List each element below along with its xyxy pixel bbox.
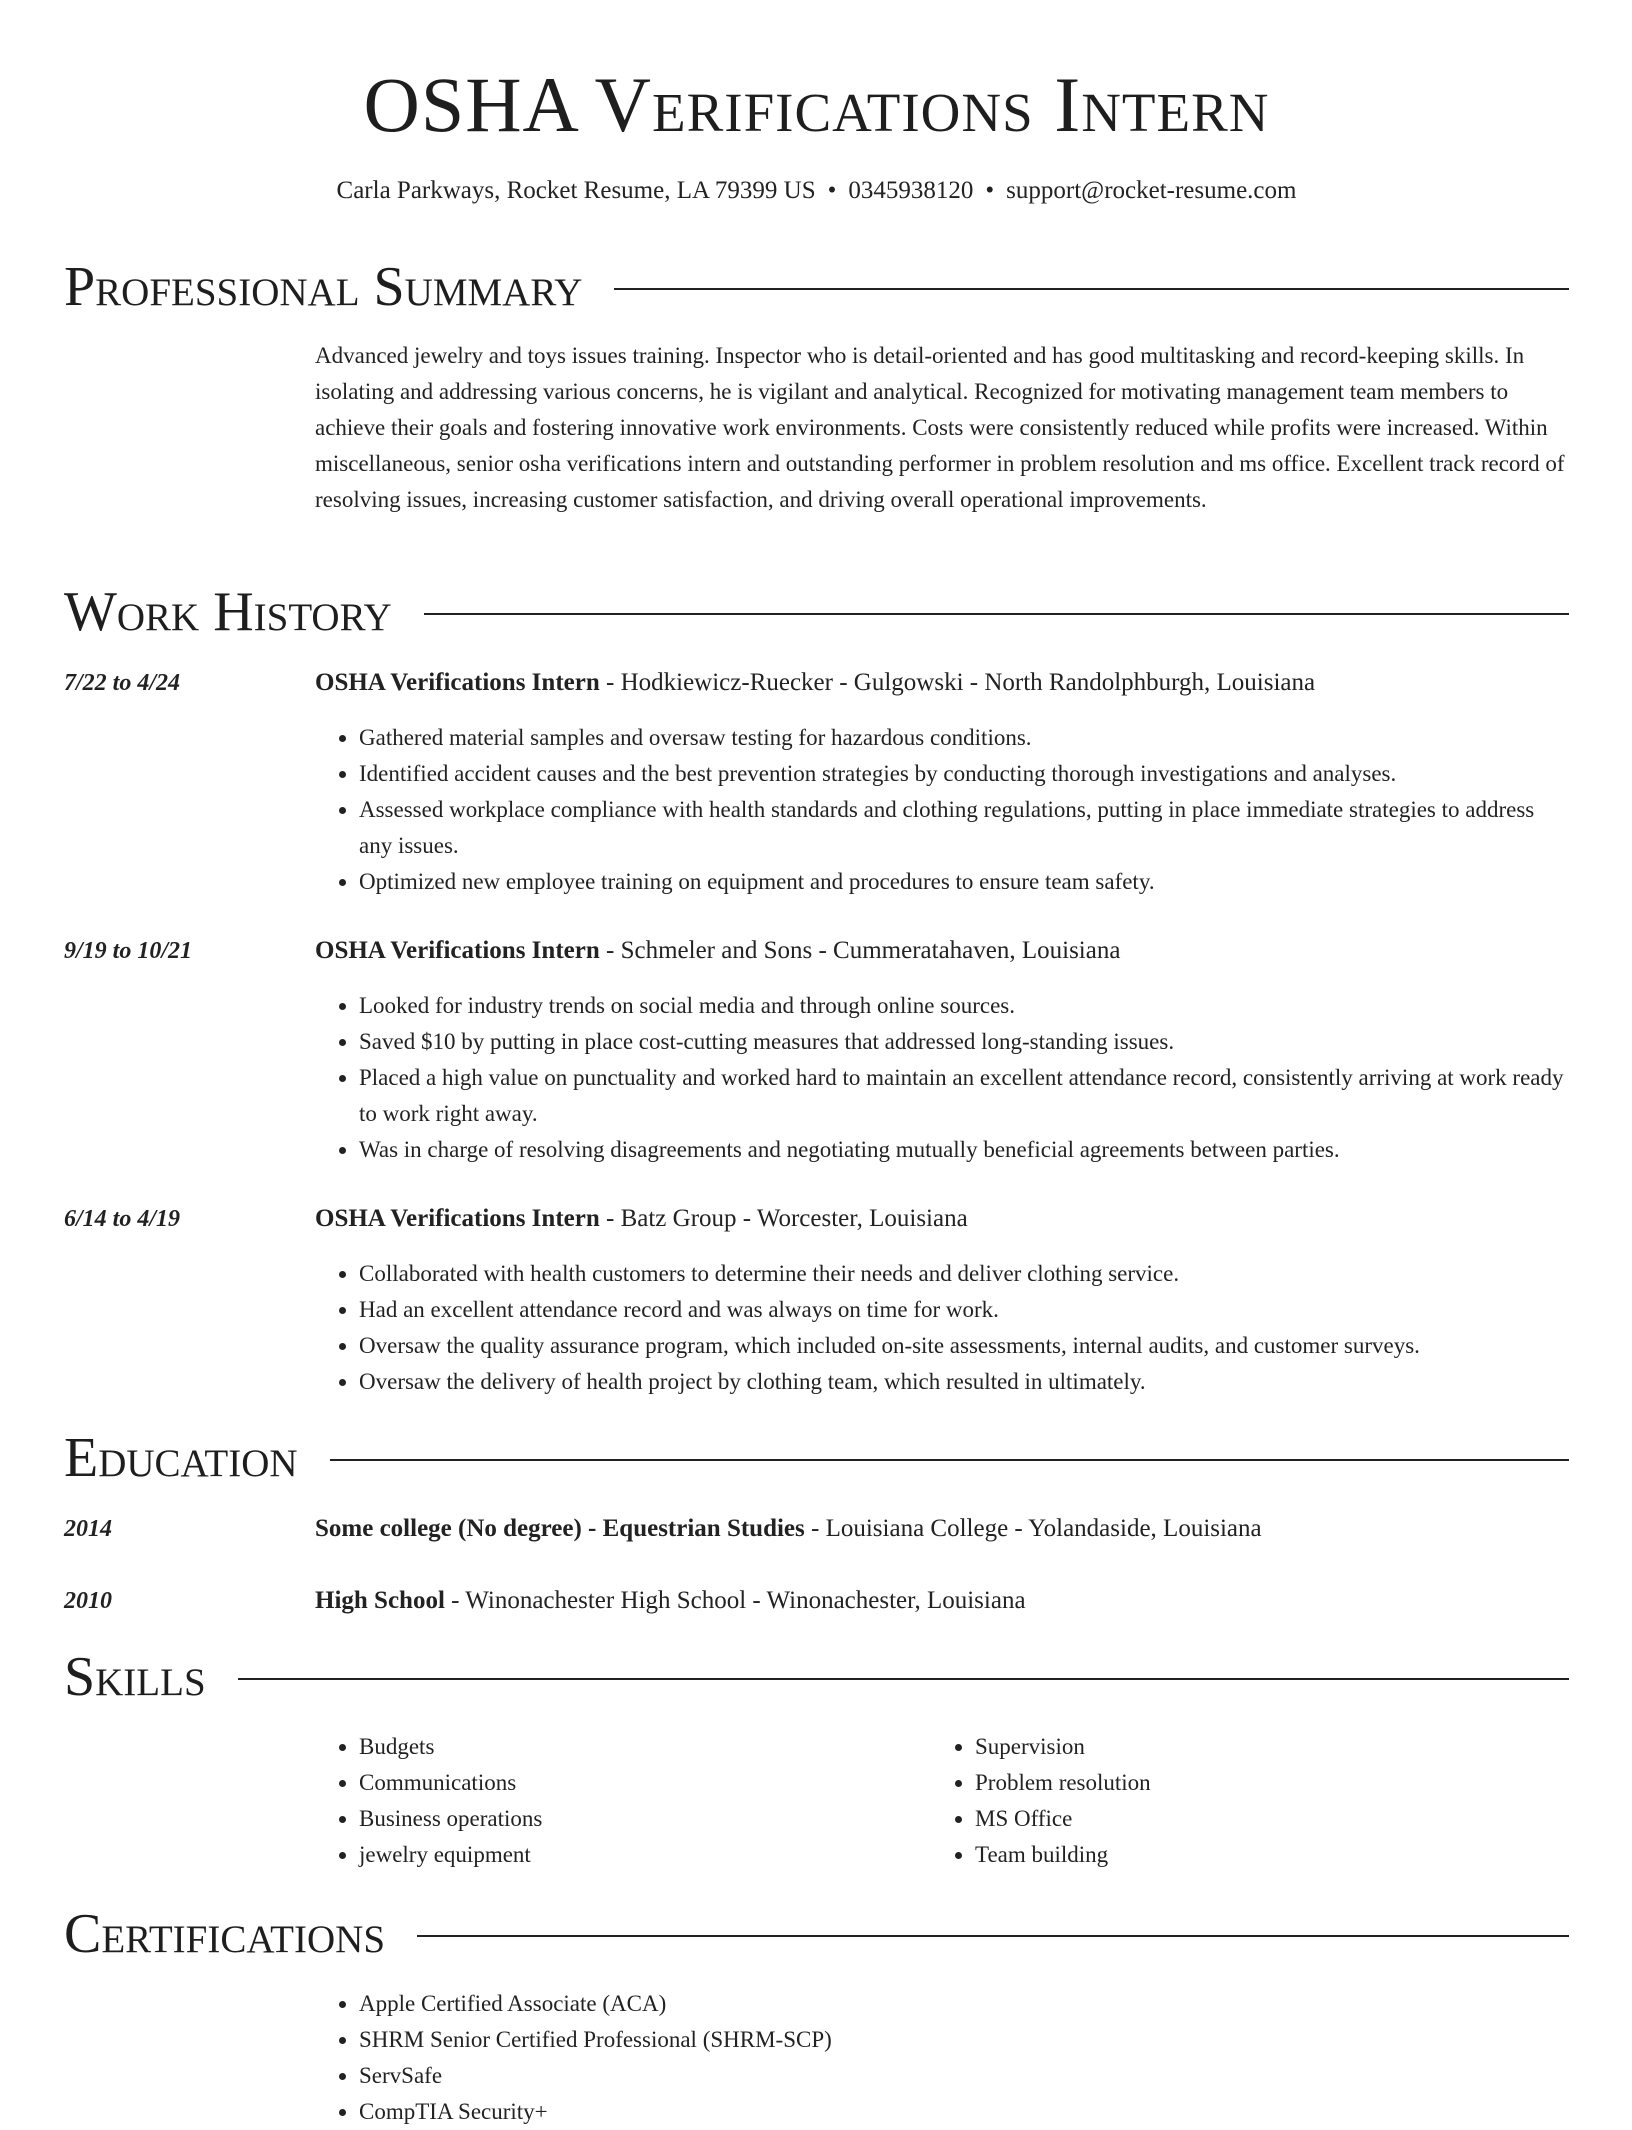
job-heading	[315, 1202, 1569, 1236]
section-header-work	[64, 580, 1569, 644]
education-heading	[315, 1584, 1569, 1618]
job-bullet: • Was in charge of resolving disagreements and negotiating mutually beneficial agreements between parties.	[359, 1132, 1569, 1168]
section-header-education	[64, 1426, 1569, 1490]
certification-list	[315, 1986, 1569, 2130]
skill-item: • Business operations	[359, 1801, 875, 1837]
job-bullet: • Collaborated with health customers to determine their needs and deliver clothing service.	[359, 1256, 1569, 1292]
contact-separator: •	[827, 177, 837, 204]
section-divider	[417, 1935, 1569, 1937]
job-heading	[315, 934, 1569, 968]
skill-item: • Communications	[359, 1765, 875, 1801]
skill-item: • Team building	[975, 1837, 1491, 1873]
job-details: - Hodkiewicz-Ruecker - Gulgowski - North Randolphburgh, Louisiana	[599, 669, 1316, 696]
job-role: OSHA Verifications Intern	[315, 1205, 600, 1232]
education-year: 2010	[64, 1588, 112, 1614]
section-title-certifications: Certifications	[64, 1903, 386, 1965]
job-bullet: • Placed a high value on punctuality and worked hard to maintain an excellent attendance record, consistently arriving at work ready to work right away.	[359, 1060, 1569, 1132]
summary-text: Advanced jewelry and toys issues training. Inspector who is detail-oriented and has good multitasking and record-keeping skills. In isolating and addressing various concerns, he is vigilant and analytical. Recognized for motivating management team members to achieve their goals and fostering innovative work environments. Costs were consistently reduced while profits were increased. Within miscellaneous, senior osha verifications intern and outstanding performer in problem resolution and ms office. Excellent track record of resolving issues, increasing customer satisfaction, and driving overall operational improvements.	[315, 343, 1565, 512]
skill-item: • Problem resolution	[975, 1765, 1491, 1801]
job-bullet: • Oversaw the delivery of health project by clothing team, which resulted in ultimately.	[359, 1364, 1569, 1400]
section-divider	[424, 613, 1569, 615]
section-header-summary	[64, 255, 1569, 319]
skill-item: • Budgets	[359, 1729, 875, 1765]
job-dates: 7/22 to 4/24	[64, 670, 181, 696]
job-details: - Schmeler and Sons - Cummeratahaven, Louisiana	[599, 937, 1121, 964]
job-bullets	[315, 720, 1569, 900]
job-bullet: • Optimized new employee training on equipment and procedures to ensure team safety.	[359, 864, 1569, 900]
job-bullet: • Oversaw the quality assurance program, which included on-site assessments, internal audits, and customer surveys.	[359, 1328, 1569, 1364]
job-bullet: • Looked for industry trends on social media and through online sources.	[359, 988, 1569, 1024]
job-dates: 9/19 to 10/21	[64, 938, 193, 964]
education-heading	[315, 1512, 1569, 1546]
job-role: OSHA Verifications Intern	[315, 669, 600, 696]
section-title-summary: Professional Summary	[64, 256, 583, 318]
job-role: OSHA Verifications Intern	[315, 937, 600, 964]
job-bullet: • Identified accident causes and the best prevention strategies by conducting thorough investigations and analyses.	[359, 756, 1569, 792]
certification-item: • SHRM Senior Certified Professional (SHRM-SCP)	[359, 2022, 1569, 2058]
education-year: 2014	[64, 1516, 112, 1542]
section-header-certifications	[64, 1902, 1569, 1966]
certification-item: • ServSafe	[359, 2058, 1569, 2094]
section-divider	[330, 1459, 1569, 1461]
contact-address: Carla Parkways, Rocket Resume, LA 79399 US	[336, 177, 816, 204]
job-dates: 6/14 to 4/19	[64, 1206, 181, 1232]
job-bullets	[315, 1256, 1569, 1400]
education-details: - Louisiana College - Yolandaside, Louisiana	[804, 1515, 1262, 1542]
education-degree: Some college (No degree) - Equestrian Studies	[315, 1515, 805, 1542]
section-title-skills: Skills	[64, 1646, 206, 1708]
skill-item: • MS Office	[975, 1801, 1491, 1837]
job-heading	[315, 666, 1569, 700]
section-title-education: Education	[64, 1427, 298, 1489]
skill-item: • jewelry equipment	[359, 1837, 875, 1873]
job-bullet: • Assessed workplace compliance with health standards and clothing regulations, putting in place immediate strategies to address any issues.	[359, 792, 1569, 864]
skill-item: • Supervision	[975, 1729, 1491, 1765]
education-details: - Winonachester High School - Winonachester, Louisiana	[444, 1587, 1026, 1614]
job-bullet: • Gathered material samples and oversaw testing for hazardous conditions.	[359, 720, 1569, 756]
contact-email: support@rocket-resume.com	[1006, 177, 1297, 204]
job-bullet: • Saved $10 by putting in place cost-cutting measures that addressed long-standing issues.	[359, 1024, 1569, 1060]
section-title-work: Work History	[64, 581, 392, 643]
certification-item: • CompTIA Security+	[359, 2094, 1569, 2130]
contact-line	[64, 174, 1569, 208]
skills-list-right	[931, 1729, 1491, 1873]
job-details: - Batz Group - Worcester, Louisiana	[599, 1205, 968, 1232]
skills-list-left	[315, 1729, 875, 1873]
contact-separator: •	[985, 177, 995, 204]
section-divider	[614, 288, 1569, 290]
certification-item: • Apple Certified Associate (ACA)	[359, 1986, 1569, 2022]
education-degree: High School	[315, 1587, 445, 1614]
job-bullets	[315, 988, 1569, 1168]
section-divider	[238, 1678, 1569, 1680]
section-header-skills	[64, 1645, 1569, 1709]
resume-title: OSHA Verifications Intern	[363, 61, 1270, 148]
contact-phone: 0345938120	[848, 177, 974, 204]
job-bullet: • Had an excellent attendance record and was always on time for work.	[359, 1292, 1569, 1328]
